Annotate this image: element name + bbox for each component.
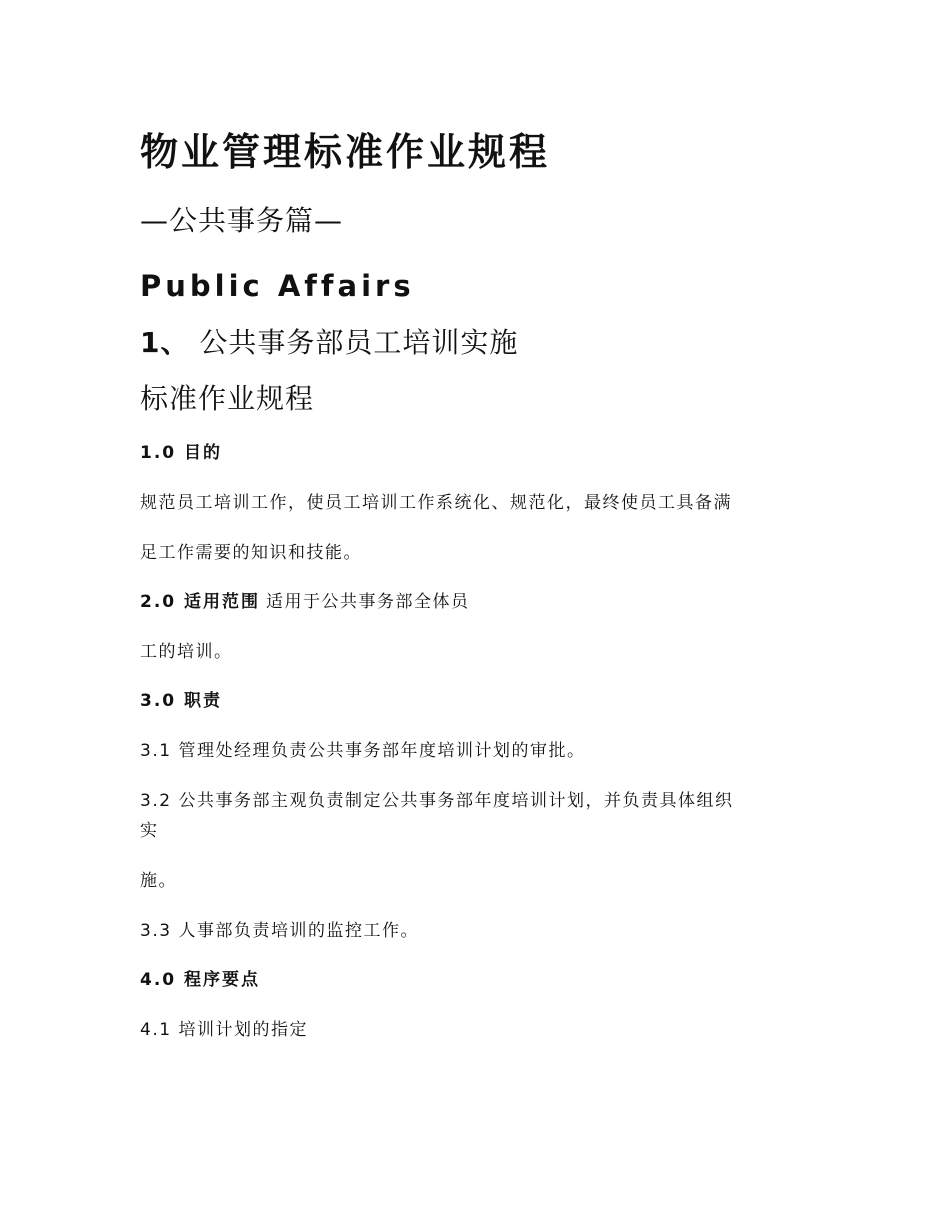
section-subtitle: 标准作业规程 <box>140 382 315 415</box>
section-title: 公共事务部员工培训实施 <box>199 326 519 359</box>
english-title: Public Affairs <box>140 269 415 303</box>
duty-item-continuation: 施。 <box>140 871 177 891</box>
duty-item: 3.3 人事部负责培训的监控工作。 <box>140 921 419 941</box>
document-subtitle: —公共事务篇— <box>140 204 344 237</box>
purpose-text-line: 足工作需要的知识和技能。 <box>140 543 362 563</box>
purpose-text-line: 规范员工培训工作，使员工培训工作系统化、规范化，最终使员工具备满 <box>140 493 732 513</box>
section-number: 1、 <box>140 326 190 359</box>
scope-paragraph <box>140 589 470 615</box>
section-heading <box>140 322 518 364</box>
scope-text: 适用于公共事务部全体员 <box>266 592 470 612</box>
scope-text-line: 工的培训。 <box>140 642 233 662</box>
duty-heading: 3.0 职责 <box>140 691 223 711</box>
procedure-item: 4.1 培训计划的指定 <box>140 1020 308 1040</box>
duty-item-continuation: 实 <box>140 821 159 841</box>
document-title: 物业管理标准作业规程 <box>140 130 551 174</box>
duty-item: 3.1 管理处经理负责公共事务部年度培训计划的审批。 <box>140 741 586 761</box>
duty-item: 3.2 公共事务部主观负责制定公共事务部年度培训计划，并负责具体组织 <box>140 791 734 811</box>
scope-heading: 2.0 适用范围 <box>140 592 261 612</box>
procedure-heading: 4.0 程序要点 <box>140 970 261 990</box>
purpose-heading: 1.0 目的 <box>140 443 223 463</box>
